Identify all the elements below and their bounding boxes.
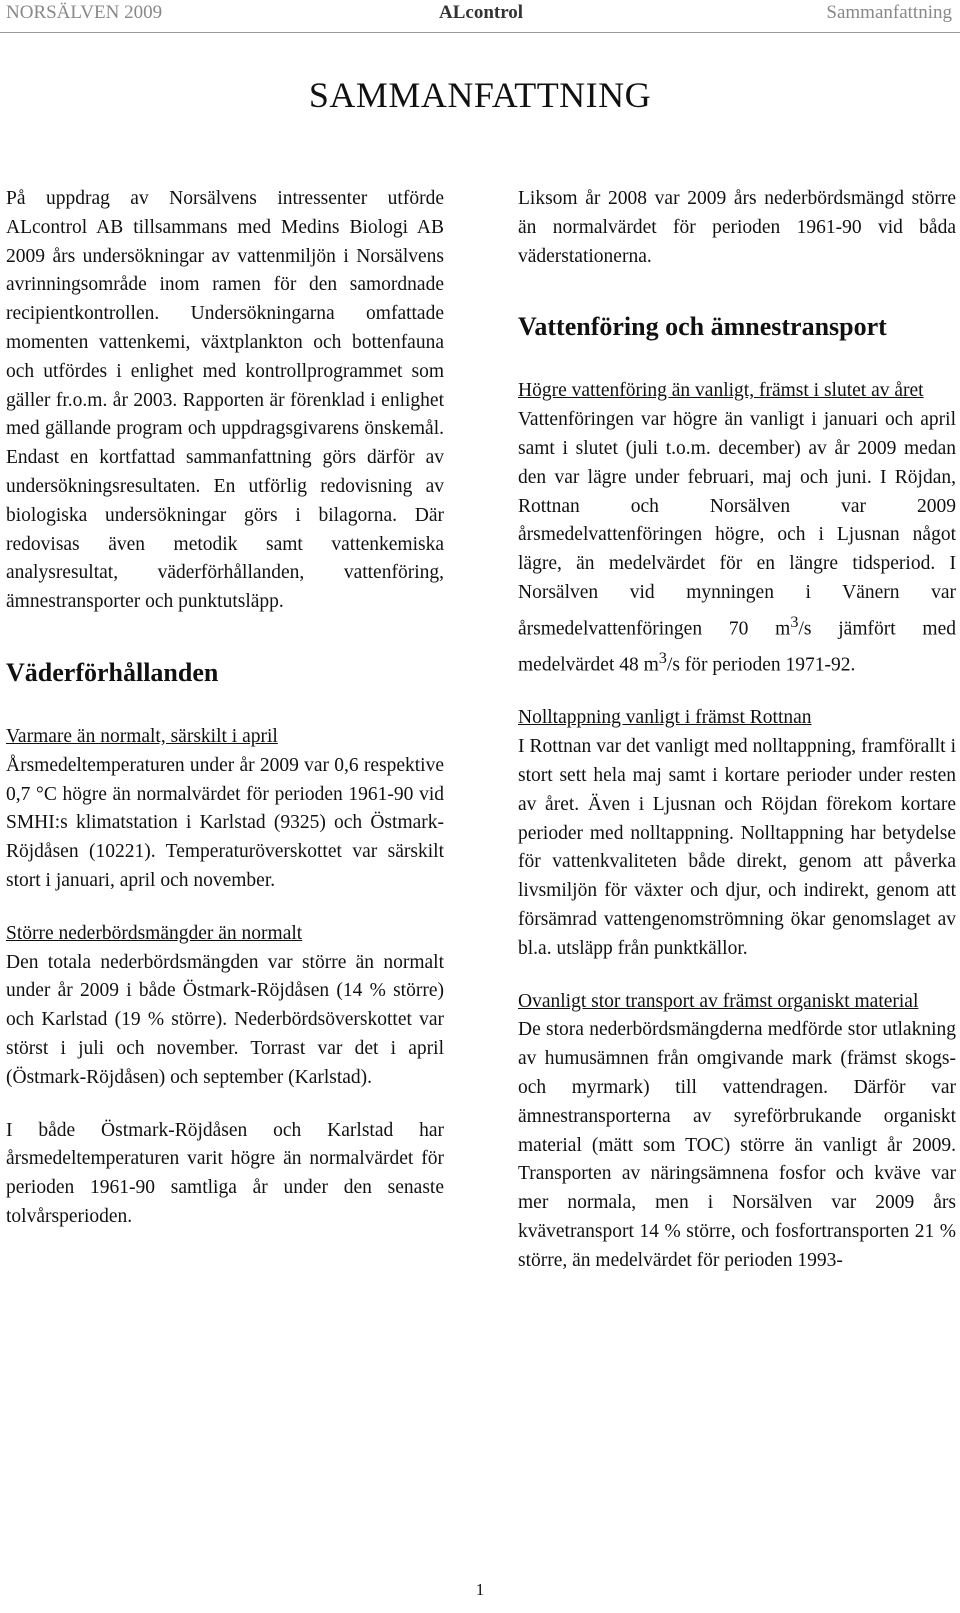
left-column xyxy=(6,185,444,1232)
precip-subheading: Större nederbördsmängder än normalt xyxy=(6,922,303,944)
warm-paragraph: Årsmedeltemperaturen under år 2009 var 0,6 respektive 0,7 °C högre än normalvärdet för perioden 1961-90 vid SMHI:s klimatstation i Karlstad (9325) och Östmark-Röjdåsen (10221). Temperaturöverskottet var särskilt stort i januari, april och november. xyxy=(6,754,444,891)
organic-paragraph: De stora nederbördsmängderna medförde stor utlakning av humusämnen från omgivande mark (främst skogs- och myrmark) till vattendragen. Därför var ämnestransporterna av syreförbrukande organiskt material (mätt som TOC) större än vanligt år 2009. Transporten av näringsämnena fosfor och kväve var mer normala, men i Norsälven var 2009 års kvävetransport 14 % större, och fosfortransporten 21 % större, än medelvärdet för perioden 1993- xyxy=(518,1019,956,1271)
flow-subheading: Högre vattenföring än vanligt, främst i slutet av året xyxy=(518,380,924,402)
page-title: SAMMANFATTNING xyxy=(308,75,652,115)
weather-heading: Väderförhållanden xyxy=(6,657,219,687)
flow-text-b: /s jämfört med medelvärdet 48 m xyxy=(518,618,956,676)
header-report-name: NORSÄLVEN 2009 xyxy=(6,2,163,23)
header-company: ALcontrol xyxy=(439,2,524,23)
intro-paragraph: På uppdrag av Norsälvens intressenter utförde ALcontrol AB tillsammans med Medins Biologi AB 2009 års undersökningar av vattenmiljön i Norsälvens avrinningsområde inom ramen för den samordnade recipientkontrollen. Undersökningarna omfattade momenten vattenkemi, växtplankton och bottenfauna och utfördes i enlighet med kontrollprogrammet som gäller fr.o.m. år 2003. Rapporten är förenklad i enlighet med gällande program och uppdragsgivarens önskemål. Endast en kortfattad sammanfattning görs därför av undersökningsresultaten. En utförlig redovisning av biologiska undersökningar görs i bilagorna. Där redovisas även metodik samt vattenkemiska analysresultat, väderförhållanden, vattenföring, ämnestransporter och punktutsläpp. xyxy=(6,188,444,613)
header-section: Sammanfattning xyxy=(826,2,952,23)
flow-text-a: Vattenföringen var högre än vanligt i januari och april samt i slutet (juli t.o.m. december) av år 2009 medan den var lägre under februari, maj och juni. I Röjdan, Rottnan och Norsälven var 2009 årsmedelvattenföringen högre, och i Ljusnan något lägre, än medelvärdet för en längre tidsperiod. I Norsälven vid mynningen i Vänern var årsmedelvattenföringen 70 m xyxy=(518,409,956,640)
right-column xyxy=(518,185,956,1276)
precip-cont-paragraph: Liksom år 2008 var 2009 års nederbördsmängd större än normalvärdet för perioden 1961-90 vid båda väderstationerna. xyxy=(518,188,956,267)
page-header xyxy=(0,0,960,33)
precip-paragraph: Den totala nederbördsmängden var större än normalt under år 2009 i både Östmark-Röjdåsen (14 % större) och Karlstad (19 % större). Nederbördsöverskottet var störst i juli och november. Torrast var det i april (Östmark-Röjdåsen) och september (Karlstad). xyxy=(6,951,444,1088)
flow-paragraph xyxy=(518,406,956,680)
warm-subheading: Varmare än normalt, särskilt i april xyxy=(6,725,278,747)
flow-sup-2: 3 xyxy=(658,649,667,668)
flow-sup-1: 3 xyxy=(790,612,799,631)
flow-heading: Vattenföring och ämnestransport xyxy=(518,312,887,342)
temp-paragraph: I både Östmark-Röjdåsen och Karlstad har årsmedeltemperaturen varit högre än normalvärdet för perioden 1961-90 samtliga år under den senaste tolvårsperioden. xyxy=(6,1119,444,1227)
organic-subheading: Ovanligt stor transport av främst organiskt material xyxy=(518,990,919,1012)
page-number: 1 xyxy=(475,1580,485,1599)
zero-flow-subheading: Nolltappning vanligt i främst Rottnan xyxy=(518,707,812,729)
flow-text-c: /s för perioden 1971-92. xyxy=(666,654,856,676)
zero-flow-paragraph: I Rottnan var det vanligt med nolltappning, framförallt i stort sett hela maj samt i kortare perioder under resten av året. Även i Ljusnan och Röjdan förekom kortare perioder med nolltappning. Nolltappning har betydelse för vattenkvaliteten både direkt, genom att påverka livsmiljön för växter och djur, och indirekt, genom att försämrad vattengenomströmning ökar genomslaget av bl.a. utsläpp från punktkällor. xyxy=(518,736,956,959)
